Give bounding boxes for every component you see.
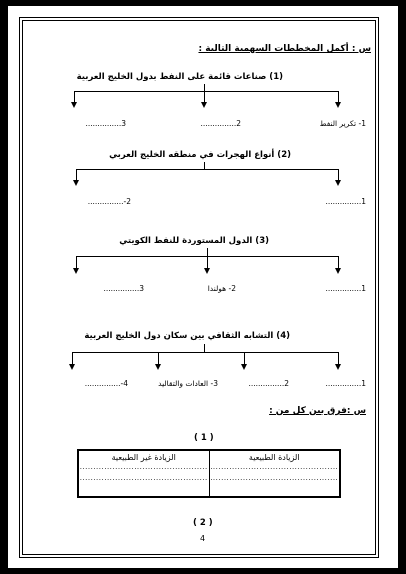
diagram4-item-4: 4-............... <box>84 379 128 388</box>
page-number: 4 <box>200 534 206 543</box>
diagram4-item-1: 1............... <box>325 379 366 388</box>
diagram4-item-3: 3- العادات والتقاليد <box>158 379 218 388</box>
diagram3-item-2: 2- هولندا <box>207 284 236 293</box>
diagram4-title: (4) التشابه الثقافي بين سكان دول الخليج العربية <box>84 331 290 341</box>
diagram2-item-1: 1............... <box>325 197 366 206</box>
diagram1-item-1: 1- تكرير النفط <box>319 119 366 128</box>
next-question-number: ( 2 ) <box>193 518 213 528</box>
diagram2-hline <box>76 169 338 170</box>
arrow-down-icon <box>335 268 341 274</box>
diagram4-hline <box>72 352 338 353</box>
answer-dots: ............................................... <box>79 474 208 482</box>
diagram4-item-2: 2............... <box>248 379 289 388</box>
arrow-down-icon <box>241 364 247 370</box>
arrow-down-icon <box>335 180 341 186</box>
section1-heading: س : أكمل المخططات السهمية التالية : <box>198 44 371 54</box>
arrow-down-icon <box>335 364 341 370</box>
diagram2-stem <box>204 162 205 169</box>
diagram1-title: (1) صناعات قائمة على النفط بدول الخليج العربية <box>76 72 283 82</box>
diagram2-item-2: 2-............... <box>87 197 131 206</box>
arrow-down-icon <box>73 180 79 186</box>
arrow-down-icon <box>155 364 161 370</box>
arrow-down-icon <box>71 102 77 108</box>
diagram3-item-1: 1............... <box>325 284 366 293</box>
diagram4-stem <box>204 344 205 352</box>
natural-increase-header: الزيادة الطبيعية <box>248 453 300 462</box>
arrow-down-icon <box>73 268 79 274</box>
diagram3-item-3: 3............... <box>103 284 144 293</box>
diagram1-item-2: 2............... <box>200 119 241 128</box>
arrow-down-icon <box>335 102 341 108</box>
diagram1-stem <box>204 84 205 91</box>
arrow-down-icon <box>201 102 207 108</box>
diagram2-title: (2) أنواع الهجرات في منطقه الخليج العربي <box>109 150 291 160</box>
section2-heading: س :فرق بين كل من : <box>269 406 366 416</box>
answer-dots: ............................................... <box>210 474 339 482</box>
diagram3-title: (3) الدول المستوردة للنفط الكويتي <box>119 236 269 246</box>
comparison-number: ( 1 ) <box>194 433 214 443</box>
unnatural-increase-header: الزيادة غير الطبيعية <box>111 453 176 462</box>
diagram1-item-3: 3............... <box>85 119 126 128</box>
unnatural-increase-cell <box>78 450 209 497</box>
arrow-down-icon <box>69 364 75 370</box>
answer-dots: ............................................... <box>210 463 339 471</box>
answer-dots: ............................................... <box>79 463 208 471</box>
comparison-table <box>77 449 341 498</box>
diagram1-hline <box>74 91 338 92</box>
arrow-down-icon <box>204 268 210 274</box>
diagram3-stem <box>207 248 208 256</box>
natural-increase-cell <box>209 450 340 497</box>
